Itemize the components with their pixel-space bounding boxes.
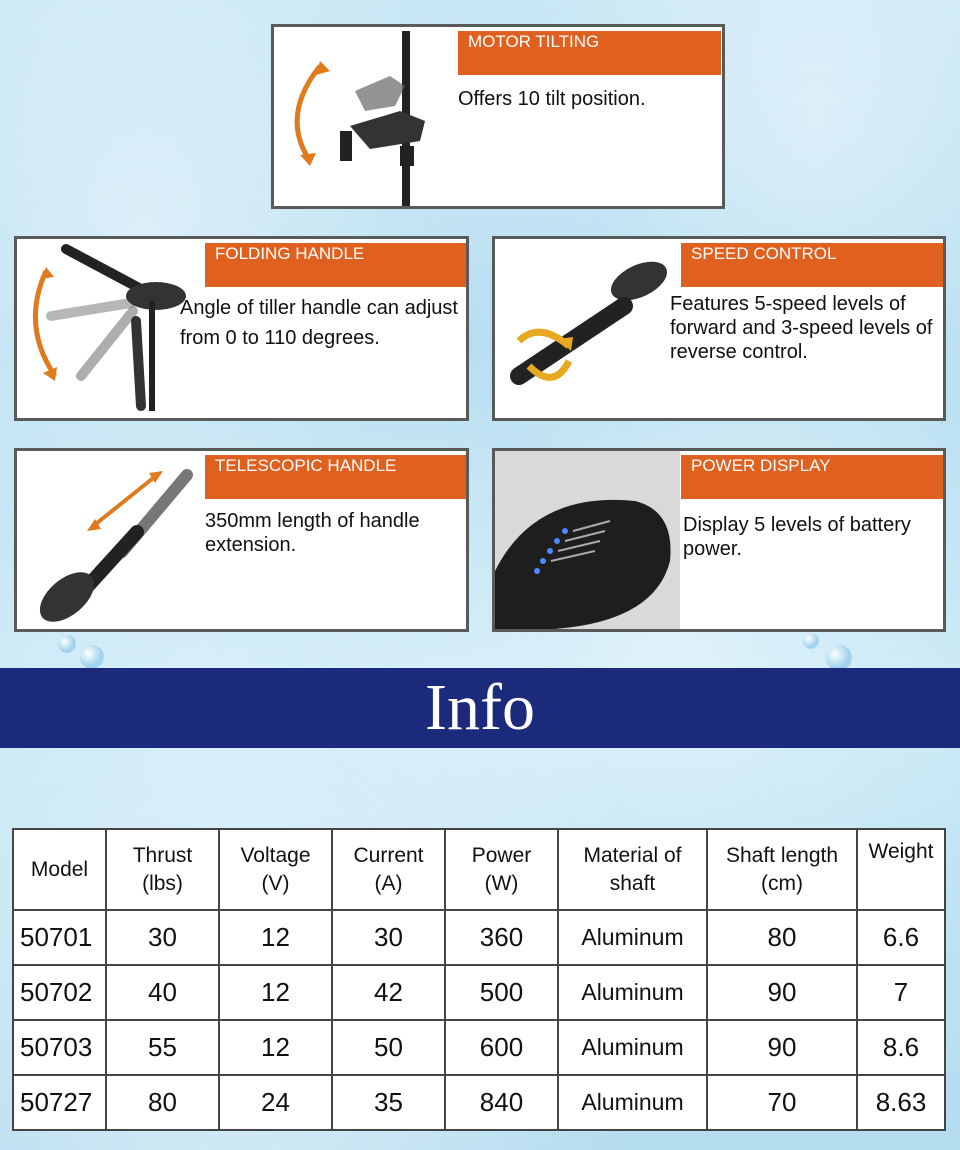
cell-current: 50	[332, 1020, 445, 1075]
feature-description: Angle of tiller handle can adjust from 0 to 110 degrees.	[180, 297, 458, 349]
cell-current: 35	[332, 1075, 445, 1130]
column-header-power: Power (W)	[445, 829, 558, 910]
telescopic-handle-image	[27, 457, 207, 627]
power-display-image	[495, 451, 680, 629]
feature-description: Features 5-speed levels of forward and 3-speed levels of reverse control.	[670, 293, 933, 363]
column-header-current: Current (A)	[332, 829, 445, 910]
speed-control-image	[499, 251, 674, 411]
cell-thrust: 55	[106, 1020, 219, 1075]
cell-power: 500	[445, 965, 558, 1020]
cell-weight: 6.6	[857, 910, 945, 965]
cell-shaft-length: 90	[707, 965, 857, 1020]
table-row	[13, 910, 945, 965]
cell-thrust: 80	[106, 1075, 219, 1130]
cell-voltage: 24	[219, 1075, 332, 1130]
cell-current: 30	[332, 910, 445, 965]
cell-material: Aluminum	[558, 910, 707, 965]
cell-weight: 7	[857, 965, 945, 1020]
feature-title: TELESCOPIC HANDLE	[205, 455, 467, 499]
feature-title: MOTOR TILTING	[458, 31, 721, 75]
cell-voltage: 12	[219, 1020, 332, 1075]
feature-description: 350mm length of handle extension.	[205, 510, 420, 556]
cell-thrust: 40	[106, 965, 219, 1020]
cell-model: 50701	[13, 910, 106, 965]
table-row	[13, 1075, 945, 1130]
cell-shaft-length: 70	[707, 1075, 857, 1130]
cell-material: Aluminum	[558, 1075, 707, 1130]
feature-card-motor-tilting	[271, 24, 725, 209]
column-header-model: Model	[13, 829, 106, 910]
table-row	[13, 965, 945, 1020]
column-header-thrust: Thrust (lbs)	[106, 829, 219, 910]
bubble-decoration	[58, 635, 76, 653]
motor-tilt-image	[280, 31, 455, 206]
cell-power: 840	[445, 1075, 558, 1130]
cell-current: 42	[332, 965, 445, 1020]
feature-title: FOLDING HANDLE	[205, 243, 467, 287]
spec-table	[12, 828, 946, 1131]
cell-shaft-length: 90	[707, 1020, 857, 1075]
feature-card-telescopic-handle	[14, 448, 469, 632]
info-banner	[0, 668, 960, 748]
cell-model: 50703	[13, 1020, 106, 1075]
feature-title: POWER DISPLAY	[681, 455, 943, 499]
cell-voltage: 12	[219, 965, 332, 1020]
column-header-voltage: Voltage (V)	[219, 829, 332, 910]
column-header-weight: Weight	[857, 829, 945, 910]
cell-material: Aluminum	[558, 1020, 707, 1075]
cell-model: 50702	[13, 965, 106, 1020]
feature-description: Offers 10 tilt position.	[458, 88, 646, 110]
cell-shaft-length: 80	[707, 910, 857, 965]
table-row	[13, 1020, 945, 1075]
cell-weight: 8.6	[857, 1020, 945, 1075]
cell-voltage: 12	[219, 910, 332, 965]
cell-weight: 8.63	[857, 1075, 945, 1130]
info-title: Info	[425, 671, 535, 744]
feature-card-speed-control	[492, 236, 946, 421]
table-header-row	[13, 829, 945, 910]
cell-thrust: 30	[106, 910, 219, 965]
bubble-decoration	[803, 633, 819, 649]
feature-description: Display 5 levels of battery power.	[683, 514, 911, 560]
column-header-material: Material of shaft	[558, 829, 707, 910]
cell-power: 600	[445, 1020, 558, 1075]
feature-card-power-display	[492, 448, 946, 632]
cell-material: Aluminum	[558, 965, 707, 1020]
cell-model: 50727	[13, 1075, 106, 1130]
column-header-shaft-length: Shaft length (cm)	[707, 829, 857, 910]
feature-card-folding-handle	[14, 236, 469, 421]
bubble-decoration	[80, 645, 104, 669]
folding-handle-image	[21, 241, 191, 419]
cell-power: 360	[445, 910, 558, 965]
feature-title: SPEED CONTROL	[681, 243, 943, 287]
